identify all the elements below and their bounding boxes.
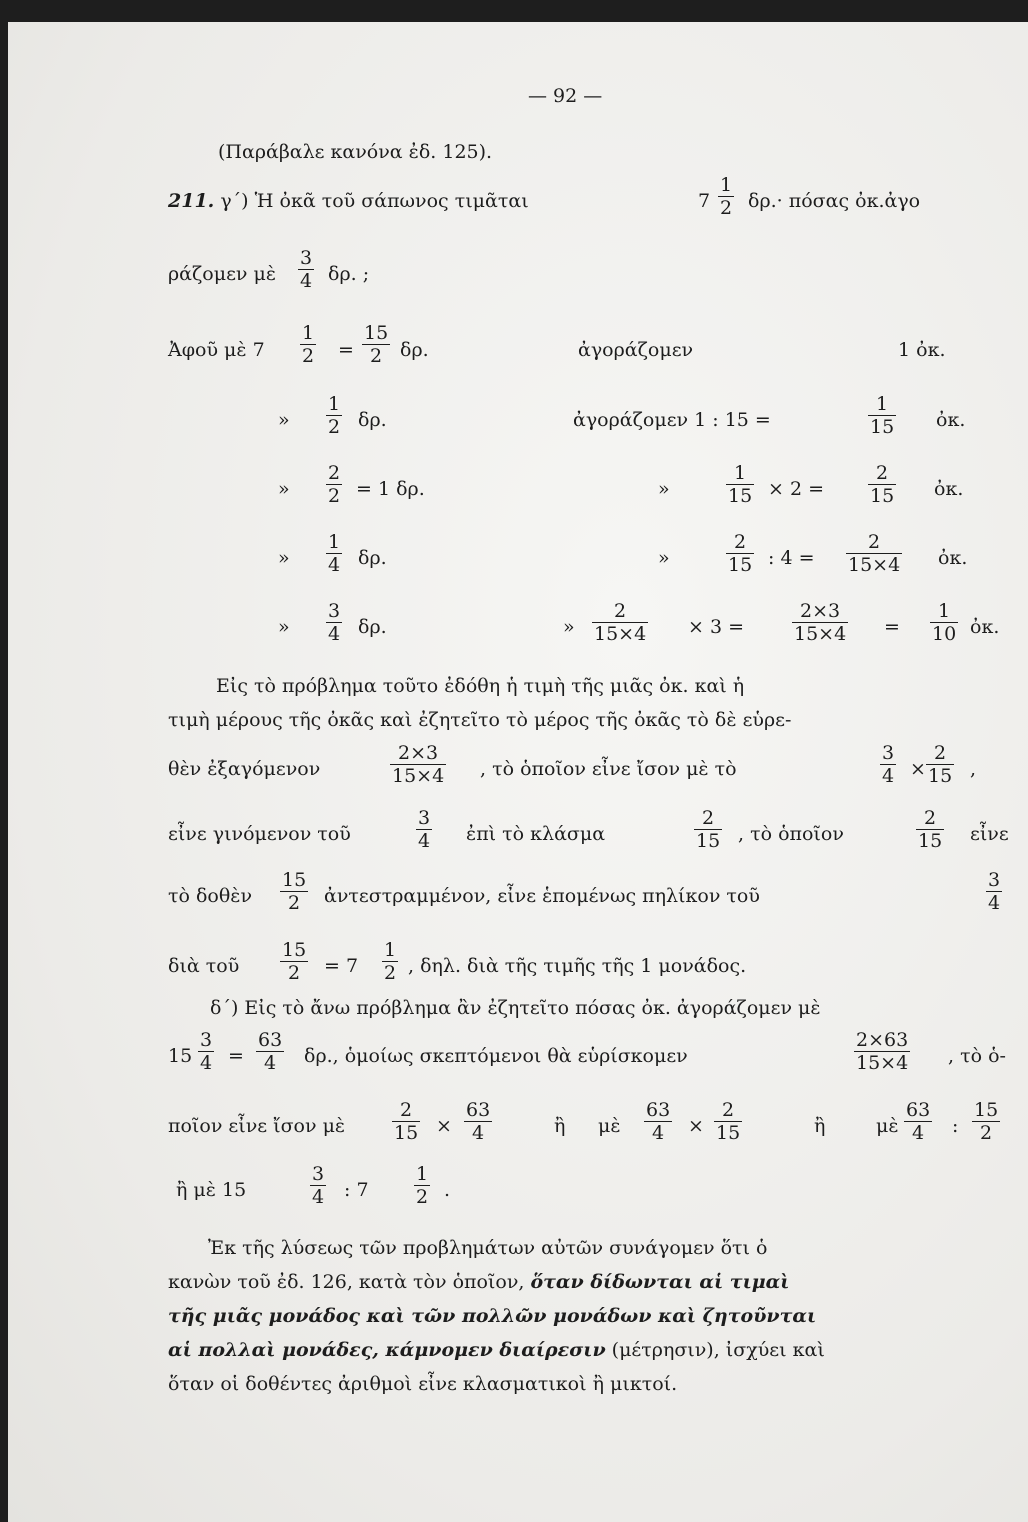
problem-part: γ΄) bbox=[220, 190, 249, 212]
row3-quote: » bbox=[278, 478, 290, 500]
problem-text-b: δρ.· πόσας ὀκ.ἀγο bbox=[748, 190, 921, 212]
problem-text-c: ράζομεν μὲ bbox=[168, 263, 277, 285]
para2-line1: δ΄) Εἰς τὸ ἄνω πρόβλημα ἂν ἐζητεῖτο πόσας ὀκ. ἀγοράζομεν μὲ bbox=[210, 997, 821, 1019]
para1-l6-half: 1 2 bbox=[384, 939, 397, 984]
para1-line3b: , τὸ ὁποῖον εἶνε ἴσον μὲ τὸ bbox=[480, 758, 737, 780]
row2-half: 1 2 bbox=[328, 393, 341, 438]
row3-one-fifteenth: 1 15 bbox=[728, 462, 753, 507]
para1-line3a: θὲν ἐξαγόμενον bbox=[168, 758, 321, 780]
row2-quote: » bbox=[278, 409, 290, 431]
para2-three-quarters: 3 4 bbox=[200, 1029, 213, 1074]
para2-l4-three-quarters: 3 4 bbox=[312, 1163, 325, 1208]
row1-lead: Ἀφοῦ μὲ 7 bbox=[168, 339, 265, 361]
para3-line3: τῆς μιᾶς μονάδος καὶ τῶν πολλῶν μονάδων καὶ ζητοῦνται bbox=[168, 1305, 817, 1327]
para3-line4b: (μέτρησιν), ἰσχύει καὶ bbox=[611, 1339, 825, 1361]
para2-line2b: δρ., ὁμοίως σκεπτόμενοι θὰ εὑρίσκομεν bbox=[304, 1045, 688, 1067]
para1-l5-fifteen-halves: 15 2 bbox=[282, 869, 307, 914]
problem-line-1 bbox=[168, 189, 529, 213]
row3-times2: × 2 = bbox=[768, 478, 825, 500]
row5-quote: » bbox=[278, 616, 290, 638]
row3-mid: = 1 δρ. bbox=[356, 478, 425, 500]
para2-2x63-over-15x4: 2×63 15×4 bbox=[856, 1029, 909, 1074]
para1-line2: τιμὴ μέρους τῆς ὀκᾶς καὶ ἐζητεῖτο τὸ μέρος τῆς ὀκᾶς τὸ δὲ εὑρε- bbox=[168, 709, 792, 731]
row5-times3: × 3 = bbox=[688, 616, 745, 638]
row4-quote: » bbox=[278, 547, 290, 569]
para2-l3-colon: : bbox=[952, 1115, 959, 1137]
para1-two-fifteenths: 2 15 bbox=[928, 742, 953, 787]
para3-line4a: αἱ πολλαὶ μονάδες, κάμνομεν διαίρεσιν bbox=[168, 1339, 606, 1361]
para1-l4-two-fifteenths: 2 15 bbox=[696, 807, 721, 852]
book-page bbox=[8, 22, 1028, 1522]
problem-number: 211. bbox=[168, 190, 215, 212]
para1-l4-two-fifteenths-b: 2 15 bbox=[918, 807, 943, 852]
para1-line6c: , δηλ. διὰ τῆς τιμῆς τῆς 1 μονάδος. bbox=[408, 955, 747, 977]
para2-l3-63-quarters-c: 63 4 bbox=[906, 1099, 931, 1144]
row5-eq: = bbox=[884, 616, 900, 638]
row3-quote2: » bbox=[658, 478, 670, 500]
para2-eq: = bbox=[228, 1045, 244, 1067]
row5-2x3-over-15x4: 2×3 15×4 bbox=[794, 600, 847, 645]
para2-l3-fifteen-halves: 15 2 bbox=[974, 1099, 999, 1144]
row3-two-halves: 2 2 bbox=[328, 462, 341, 507]
problem-text-a: Ἡ ὀκᾶ τοῦ σάπωνος τιμᾶται bbox=[254, 190, 529, 212]
row1-dr: δρ. bbox=[400, 339, 429, 361]
para3-line4 bbox=[168, 1338, 825, 1362]
para2-l4-dot: . bbox=[444, 1179, 451, 1201]
para2-line2a: 15 bbox=[168, 1045, 193, 1067]
row1-eq: = bbox=[338, 339, 354, 361]
para3-line1: Ἐκ τῆς λύσεως τῶν προβλημάτων αὐτῶν συνάγομεν ὅτι ὁ bbox=[208, 1237, 768, 1259]
para2-l3-63-quarters: 63 4 bbox=[466, 1099, 491, 1144]
para3-line2a: κανὼν τοῦ ἐδ. 126, κατὰ τὸν ὁποῖον, bbox=[168, 1271, 525, 1293]
para1-2x3-over-15x4: 2×3 15×4 bbox=[392, 742, 445, 787]
para2-l3-or-b: ἢ bbox=[814, 1115, 826, 1137]
para1-l4-three-quarters: 3 4 bbox=[418, 807, 431, 852]
row2-ok: ὀκ. bbox=[936, 409, 966, 431]
para2-l4-half: 1 2 bbox=[416, 1163, 429, 1208]
row4-ok: ὀκ. bbox=[938, 547, 968, 569]
row4-two-fifteenths: 2 15 bbox=[728, 531, 753, 576]
para1-line4c: , τὸ ὁποῖον bbox=[738, 823, 844, 845]
para2-l3-two-fifteenths-b: 2 15 bbox=[716, 1099, 741, 1144]
para2-line4b: : 7 bbox=[344, 1179, 369, 1201]
row5-three-quarters: 3 4 bbox=[328, 600, 341, 645]
row4-quarter: 1 4 bbox=[328, 531, 341, 576]
para1-line4a: εἶνε γινόμενον τοῦ bbox=[168, 823, 351, 845]
row1-half: 1 2 bbox=[302, 322, 315, 367]
para2-l3-times: × bbox=[436, 1115, 452, 1137]
para2-63-quarters: 63 4 bbox=[258, 1029, 283, 1074]
para3-line2 bbox=[168, 1270, 790, 1294]
page-number: — 92 — bbox=[528, 85, 603, 107]
para1-line6a: διὰ τοῦ bbox=[168, 955, 240, 977]
para1-times: × bbox=[910, 758, 926, 780]
row3-two-fifteenths: 2 15 bbox=[870, 462, 895, 507]
para1-line1: Εἰς τὸ πρόβλημα τοῦτο ἐδόθη ἡ τιμὴ τῆς μιᾶς ὀκ. καὶ ἡ bbox=[216, 675, 745, 697]
para1-line4b: ἐπὶ τὸ κλάσμα bbox=[466, 823, 606, 845]
para2-l3-63-quarters-b: 63 4 bbox=[646, 1099, 671, 1144]
row5-ok: ὀκ. bbox=[970, 616, 1000, 638]
row2-agor: ἀγοράζομεν 1 : 15 = bbox=[573, 409, 771, 431]
para2-l3-me-b: μὲ bbox=[876, 1115, 899, 1137]
para1-line4d: εἶνε bbox=[970, 823, 1009, 845]
para3-line5: ὅταν οἱ δοθέντες ἀριθμοὶ εἶνε κλασματικοὶ ἢ μικτοί. bbox=[168, 1373, 678, 1395]
row5-one-tenth: 1 10 bbox=[932, 600, 957, 645]
para2-l3-me: μὲ bbox=[598, 1115, 621, 1137]
row5-dr: δρ. bbox=[358, 616, 387, 638]
row2-one-fifteenth: 1 15 bbox=[870, 393, 895, 438]
row1-agor: ἀγοράζομεν bbox=[578, 339, 694, 361]
row1-end: 1 ὀκ. bbox=[898, 339, 946, 361]
row1-fifteen-halves: 15 2 bbox=[364, 322, 389, 367]
fraction-half: 1 2 bbox=[720, 174, 733, 219]
para1-comma: , bbox=[970, 758, 977, 780]
row4-quote2: » bbox=[658, 547, 670, 569]
para2-line4a: ἢ μὲ 15 bbox=[176, 1179, 247, 1201]
row4-two-over-15x4: 2 15×4 bbox=[848, 531, 901, 576]
para2-line3a: ποῖον εἶνε ἴσον μὲ bbox=[168, 1115, 346, 1137]
row4-dr: δρ. bbox=[358, 547, 387, 569]
para2-line2c: , τὸ ὁ- bbox=[948, 1045, 1006, 1067]
row2-dr: δρ. bbox=[358, 409, 387, 431]
row5-quote2: » bbox=[563, 616, 575, 638]
reference-line: (Παράβαλε κανόνα ἐδ. 125). bbox=[218, 141, 493, 163]
para1-line6b: = 7 bbox=[324, 955, 359, 977]
para2-l3-or: ἢ bbox=[554, 1115, 566, 1137]
para1-three-quarters: 3 4 bbox=[882, 742, 895, 787]
problem-text-d: δρ. ; bbox=[328, 263, 370, 285]
para1-l5-three-quarters: 3 4 bbox=[988, 869, 1001, 914]
row5-two-over-15x4: 2 15×4 bbox=[594, 600, 647, 645]
para2-l3-two-fifteenths: 2 15 bbox=[394, 1099, 419, 1144]
para2-l3-times-b: × bbox=[688, 1115, 704, 1137]
mixed-whole: 7 bbox=[698, 190, 711, 212]
para1-line5b: ἀντεστραμμένον, εἶνε ἑπομένως πηλίκον τοῦ bbox=[324, 885, 760, 907]
row3-ok: ὀκ. bbox=[934, 478, 964, 500]
para1-line5a: τὸ δοθὲν bbox=[168, 885, 253, 907]
row4-div4: : 4 = bbox=[768, 547, 815, 569]
para3-line2b: ὅταν δίδωνται αἱ τιμαὶ bbox=[530, 1271, 790, 1293]
para1-l6-fifteen-halves: 15 2 bbox=[282, 939, 307, 984]
fraction-three-quarters: 3 4 bbox=[300, 247, 313, 292]
